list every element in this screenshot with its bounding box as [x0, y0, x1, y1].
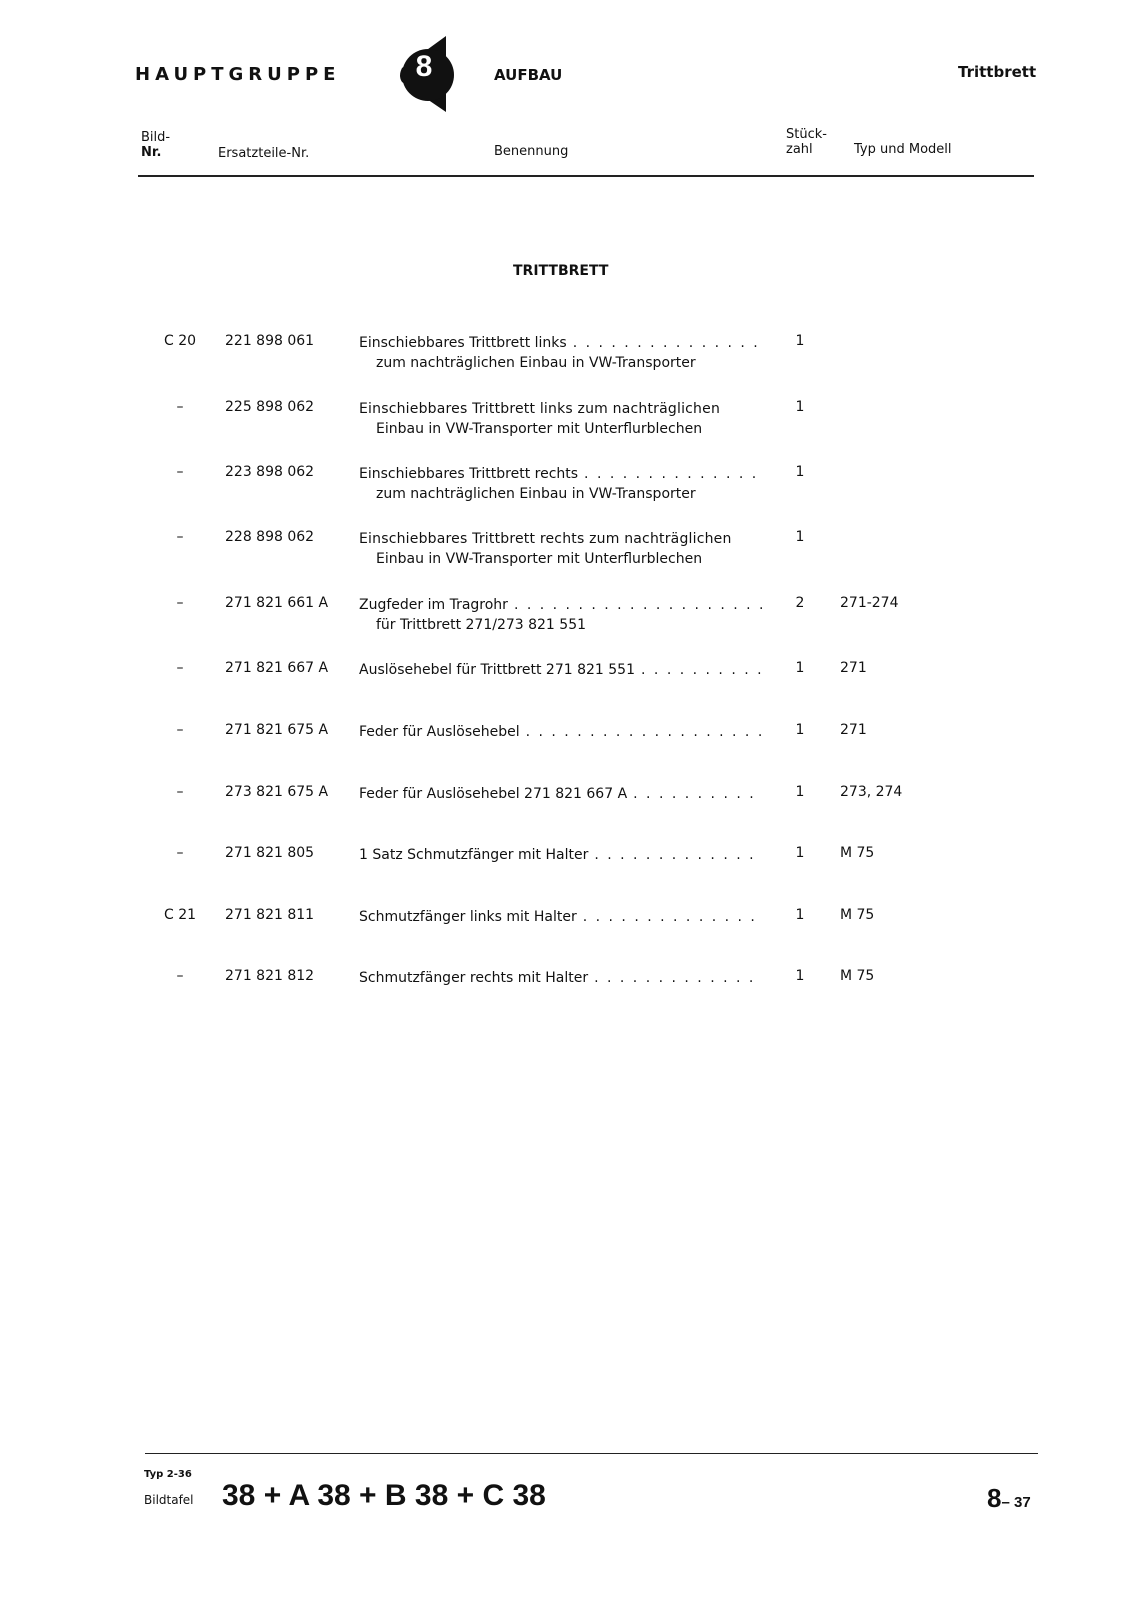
dot-leader [584, 464, 762, 484]
part-description [359, 333, 762, 373]
part-description-line1 [359, 845, 762, 865]
col-bild-line2: Nr. [141, 145, 162, 160]
part-description-line2: Einbau in VW-Transporter mit Unterflurblechen [376, 551, 703, 567]
part-description-text: Feder für Auslösehebel 271 821 667 A [359, 786, 628, 802]
part-row [0, 845, 1143, 897]
part-number: 271 821 675 A [225, 722, 329, 738]
part-type-model: 273, 274 [840, 784, 903, 800]
part-description-line1 [359, 464, 762, 484]
part-number: 225 898 062 [225, 399, 315, 415]
part-row [0, 784, 1143, 836]
part-description-line1 [359, 660, 762, 680]
part-description-text: Einschiebbares Trittbrett rechts [359, 466, 579, 482]
part-number: 228 898 062 [225, 529, 315, 545]
part-description-line1 [359, 333, 762, 353]
col-typ-header: Typ und Modell [854, 142, 952, 157]
part-row [0, 660, 1143, 712]
dot-leader [594, 845, 762, 865]
part-row [0, 464, 1143, 516]
page-number [987, 1483, 1031, 1514]
page-number-main: 8 [987, 1483, 1002, 1513]
page-number-sub: – 37 [1001, 1494, 1031, 1511]
part-description-line1 [359, 722, 762, 742]
part-number: 221 898 061 [225, 333, 315, 349]
part-number: 223 898 062 [225, 464, 315, 480]
part-description-text: Auslösehebel für Trittbrett 271 821 551 [359, 662, 636, 678]
footer-typ: Typ 2-36 [144, 1469, 192, 1480]
section-title: TRITTBRETT [513, 263, 609, 279]
part-type-model: M 75 [840, 845, 875, 861]
part-quantity: 1 [795, 784, 805, 800]
part-description [359, 399, 762, 439]
part-row [0, 399, 1143, 451]
part-description-line1 [359, 529, 762, 549]
part-bild-nr: – [176, 845, 184, 861]
dot-leader [583, 907, 762, 927]
part-bild-nr: – [176, 968, 184, 984]
part-quantity: 1 [795, 968, 805, 984]
part-description-line2: zum nachträglichen Einbau in VW-Transporter [376, 486, 696, 502]
part-description-text: Einschiebbares Trittbrett links [359, 335, 567, 351]
part-type-model: 271 [840, 722, 867, 738]
part-type-model: M 75 [840, 968, 875, 984]
part-description-text: Schmutzfänger links mit Halter [359, 909, 577, 925]
dot-leader [514, 595, 762, 615]
part-description-line2: für Trittbrett 271/273 821 551 [376, 617, 587, 633]
part-quantity: 1 [795, 464, 805, 480]
dot-leader [594, 968, 762, 988]
part-description [359, 845, 762, 865]
part-bild-nr: – [176, 784, 184, 800]
part-bild-nr: – [176, 722, 184, 738]
part-bild-nr: C 21 [163, 907, 197, 923]
part-description [359, 464, 762, 504]
footer-bildtafel-numbers: 38 + A 38 + B 38 + C 38 [222, 1479, 546, 1512]
part-description-line2: Einbau in VW-Transporter mit Unterflurblechen [376, 421, 703, 437]
col-ersatzteile-header: Ersatzteile-Nr. [218, 146, 310, 161]
part-row [0, 907, 1143, 959]
dot-leader [641, 660, 762, 680]
part-description [359, 529, 762, 569]
part-bild-nr: – [176, 464, 184, 480]
part-bild-nr: C 20 [163, 333, 197, 349]
part-number: 271 821 805 [225, 845, 315, 861]
part-description [359, 968, 762, 988]
col-bild-header [141, 130, 170, 160]
part-quantity: 1 [795, 845, 805, 861]
part-row [0, 333, 1143, 385]
part-row [0, 722, 1143, 774]
part-quantity: 2 [795, 595, 805, 611]
part-number: 273 821 675 A [225, 784, 329, 800]
part-description-text: Einschiebbares Trittbrett links zum nachträglichen [359, 401, 721, 417]
part-description [359, 784, 762, 804]
part-description [359, 660, 762, 680]
part-quantity: 1 [795, 660, 805, 676]
part-description-line1 [359, 784, 762, 804]
group-number-badge [398, 36, 458, 112]
part-description-line2: zum nachträglichen Einbau in VW-Transporter [376, 355, 696, 371]
part-description-line1 [359, 968, 762, 988]
dot-leader [633, 784, 762, 804]
part-quantity: 1 [795, 722, 805, 738]
part-row [0, 968, 1143, 1020]
part-description [359, 595, 762, 635]
col-stueck-line1: Stück- [786, 127, 827, 142]
part-description-line1 [359, 399, 762, 419]
part-type-model: 271-274 [840, 595, 899, 611]
page-topic: Trittbrett [958, 63, 1037, 81]
part-quantity: 1 [795, 399, 805, 415]
part-quantity: 1 [795, 529, 805, 545]
part-number: 271 821 661 A [225, 595, 329, 611]
col-bild-line1: Bild- [141, 130, 171, 145]
header-divider [138, 175, 1034, 177]
group-label: HAUPTGRUPPE [135, 64, 341, 85]
footer-bildtafel-label: Bildtafel [144, 1493, 194, 1507]
part-bild-nr: – [176, 399, 184, 415]
part-number: 271 821 812 [225, 968, 315, 984]
col-benennung-header: Benennung [494, 144, 569, 159]
col-stueck-header [786, 127, 827, 157]
part-row [0, 595, 1143, 647]
col-stueck-line2: zahl [786, 142, 813, 157]
dot-leader [526, 722, 762, 742]
part-type-model: 271 [840, 660, 867, 676]
part-description-line1 [359, 907, 762, 927]
part-description [359, 907, 762, 927]
part-row [0, 529, 1143, 581]
part-description-text: Schmutzfänger rechts mit Halter [359, 970, 589, 986]
part-type-model: M 75 [840, 907, 875, 923]
part-bild-nr: – [176, 529, 184, 545]
part-bild-nr: – [176, 660, 184, 676]
part-description-line1 [359, 595, 762, 615]
footer-divider [145, 1453, 1038, 1454]
part-description-text: Zugfeder im Tragrohr [359, 597, 508, 613]
dot-leader [573, 333, 762, 353]
category-title: AUFBAU [494, 66, 563, 84]
part-bild-nr: – [176, 595, 184, 611]
part-quantity: 1 [795, 907, 805, 923]
part-quantity: 1 [795, 333, 805, 349]
part-description-text: Feder für Auslösehebel [359, 724, 520, 740]
part-description-text: Einschiebbares Trittbrett rechts zum nachträglichen [359, 531, 732, 547]
part-description-text: 1 Satz Schmutzfänger mit Halter [359, 847, 589, 863]
group-number: 8 [415, 50, 433, 83]
part-number: 271 821 811 [225, 907, 315, 923]
part-description [359, 722, 762, 742]
part-number: 271 821 667 A [225, 660, 329, 676]
